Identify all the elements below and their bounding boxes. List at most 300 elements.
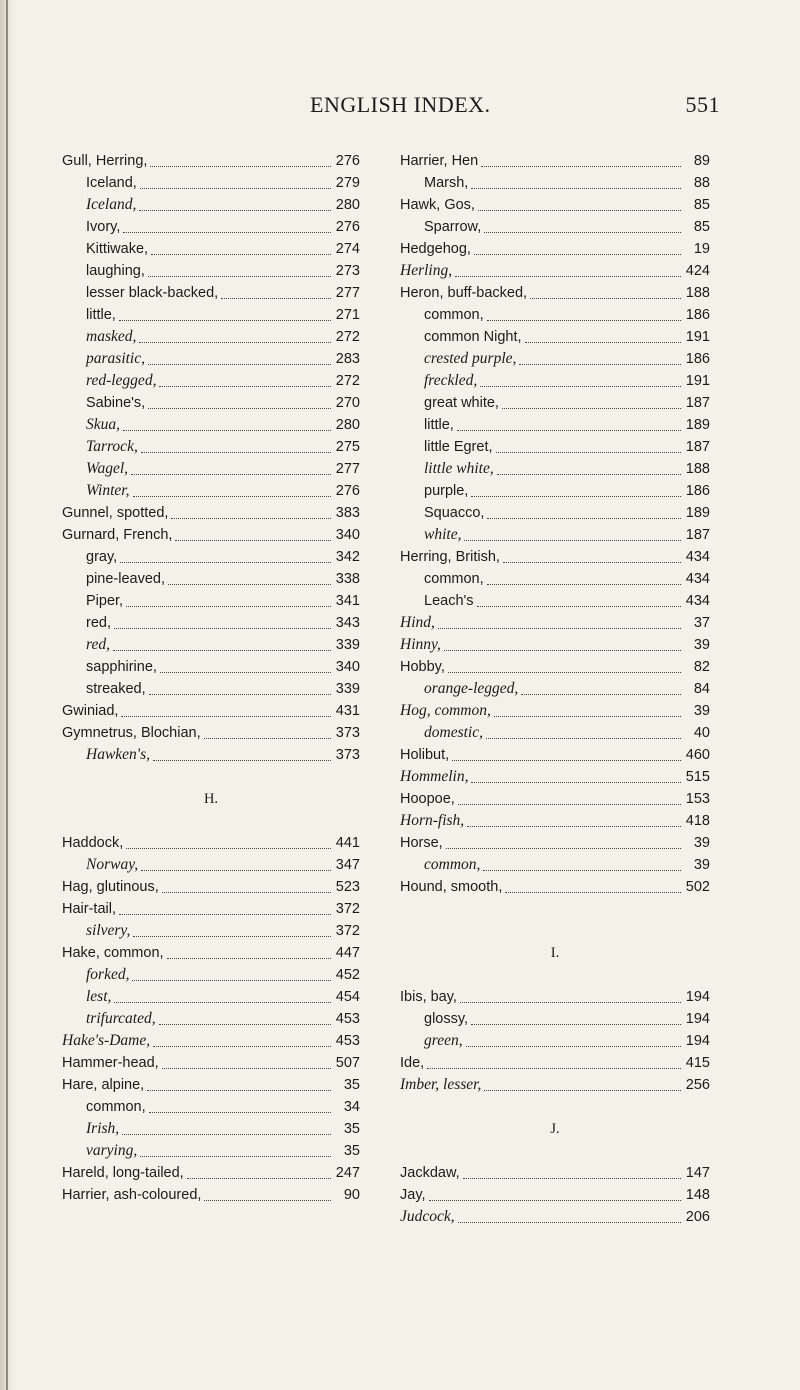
entry-page-number: 270 (335, 395, 360, 411)
index-subentry (62, 348, 360, 370)
entry-page-number: 276 (335, 219, 360, 235)
dot-leader (471, 782, 681, 783)
dot-leader (148, 408, 331, 409)
index-entry (400, 194, 710, 216)
index-entry (400, 788, 710, 810)
entry-page-number: 39 (693, 703, 710, 719)
index-entry (400, 1074, 710, 1096)
dot-leader (159, 1024, 331, 1025)
dot-leader (458, 804, 681, 805)
dot-leader (140, 188, 331, 189)
index-subentry (400, 326, 710, 348)
dot-leader (119, 914, 331, 915)
entry-term: Jay, (400, 1187, 426, 1203)
entry-term: Ibis, bay, (400, 989, 457, 1005)
index-entry (400, 612, 710, 634)
entry-page-number: 85 (693, 219, 710, 235)
blank-line (400, 1140, 710, 1162)
index-subentry (62, 634, 360, 656)
entry-page-number: 339 (335, 681, 360, 697)
dot-leader (471, 1024, 681, 1025)
dot-leader (114, 1002, 331, 1003)
entry-term: gray, (86, 549, 118, 565)
entry-term: purple, (424, 483, 469, 499)
entry-term: common, (86, 1099, 146, 1115)
index-subentry (400, 216, 710, 238)
index-entry (400, 1206, 710, 1228)
entry-term: little, (86, 307, 116, 323)
entry-term: Sparrow, (424, 219, 482, 235)
index-subentry (400, 458, 710, 480)
blank-line (400, 964, 710, 986)
dot-leader (187, 1178, 331, 1179)
index-subentry (62, 458, 360, 480)
entry-page-number: 343 (335, 615, 360, 631)
index-subentry (62, 392, 360, 414)
dot-leader (141, 870, 331, 871)
entry-page-number: 39 (693, 637, 710, 653)
entry-page-number: 247 (335, 1165, 360, 1181)
entry-term: little, (424, 417, 454, 433)
entry-page-number: 342 (335, 549, 360, 565)
index-subentry (62, 986, 360, 1008)
section-letter-heading: I. (550, 945, 560, 961)
index-subentry (62, 590, 360, 612)
dot-leader (204, 738, 331, 739)
index-subentry (400, 370, 710, 392)
dot-leader (487, 320, 681, 321)
entry-term: Hind, (400, 614, 435, 631)
page-number: 551 (685, 92, 720, 117)
dot-leader (444, 650, 681, 651)
index-entry (62, 700, 360, 722)
entry-page-number: 280 (335, 417, 360, 433)
entry-term: Piper, (86, 593, 124, 609)
index-subentry (400, 348, 710, 370)
dot-leader (519, 364, 681, 365)
entry-term: lest, (86, 988, 112, 1005)
dot-leader (503, 562, 681, 563)
entry-term: forked, (86, 966, 130, 983)
dot-leader (483, 870, 681, 871)
entry-page-number: 37 (693, 615, 710, 631)
blank-line (62, 810, 360, 832)
dot-leader (153, 1046, 331, 1047)
entry-page-number: 447 (335, 945, 360, 961)
index-subentry (400, 1008, 710, 1030)
entry-page-number: 271 (335, 307, 360, 323)
entry-term: glossy, (424, 1011, 469, 1027)
entry-page-number: 85 (693, 197, 710, 213)
entry-term: Judcock, (400, 1208, 455, 1225)
entry-term: Gull, Herring, (62, 153, 148, 169)
entry-page-number: 19 (693, 241, 710, 257)
dot-leader (133, 496, 332, 497)
dot-leader (147, 1090, 331, 1091)
dot-leader (464, 540, 681, 541)
index-subentry (62, 1118, 360, 1140)
index-column-right (400, 150, 710, 1228)
entry-term: Irish, (86, 1120, 120, 1137)
entry-page-number: 453 (335, 1011, 360, 1027)
dot-leader (162, 892, 331, 893)
entry-page-number: 280 (335, 197, 360, 213)
index-subentry (62, 260, 360, 282)
entry-term: Horse, (400, 835, 443, 851)
dot-leader (471, 496, 681, 497)
dot-leader (149, 1112, 331, 1113)
entry-page-number: 194 (685, 1033, 710, 1049)
entry-term: masked, (86, 328, 137, 345)
entry-page-number: 40 (693, 725, 710, 741)
index-subentry (62, 612, 360, 634)
entry-term: Tarrock, (86, 438, 138, 455)
entry-term: Hammer-head, (62, 1055, 159, 1071)
entry-page-number: 39 (693, 835, 710, 851)
entry-page-number: 434 (685, 549, 710, 565)
dot-leader (484, 1090, 681, 1091)
entry-term: laughing, (86, 263, 145, 279)
entry-page-number: 340 (335, 527, 360, 543)
index-subentry (62, 744, 360, 766)
entry-page-number: 186 (685, 307, 710, 323)
entry-page-number: 373 (335, 725, 360, 741)
entry-page-number: 434 (685, 593, 710, 609)
index-subentry (62, 194, 360, 216)
entry-page-number: 339 (335, 637, 360, 653)
entry-page-number: 347 (335, 857, 360, 873)
index-subentry (62, 172, 360, 194)
entry-page-number: 452 (335, 967, 360, 983)
dot-leader (448, 672, 681, 673)
entry-page-number: 340 (335, 659, 360, 675)
index-subentry (400, 568, 710, 590)
dot-leader (149, 694, 331, 695)
entry-page-number: 191 (685, 373, 710, 389)
index-entry (62, 1074, 360, 1096)
dot-leader (113, 650, 331, 651)
entry-page-number: 277 (335, 285, 360, 301)
entry-term: Hag, glutinous, (62, 879, 159, 895)
index-entry (400, 150, 710, 172)
index-subentry (62, 216, 360, 238)
index-entry (400, 986, 710, 1008)
entry-term: Wagel, (86, 460, 129, 477)
entry-term: Gwiniad, (62, 703, 119, 719)
entry-page-number: 187 (685, 395, 710, 411)
dot-leader (521, 694, 681, 695)
entry-term: streaked, (86, 681, 146, 697)
section-letter-heading: H. (203, 791, 219, 807)
binding-line (6, 0, 8, 1390)
index-entry (400, 238, 710, 260)
entry-page-number: 147 (685, 1165, 710, 1181)
entry-term: Hog, common, (400, 702, 491, 719)
entry-term: Winter, (86, 482, 130, 499)
entry-page-number: 272 (335, 373, 360, 389)
index-subentry (400, 304, 710, 326)
dot-leader (480, 386, 681, 387)
index-subentry (400, 854, 710, 876)
index-subentry (62, 920, 360, 942)
dot-leader (139, 342, 331, 343)
dot-leader (438, 628, 681, 629)
index-subentry (62, 546, 360, 568)
entry-term: red, (86, 636, 110, 653)
dot-leader (452, 760, 681, 761)
index-entry (400, 260, 710, 282)
blank-line (400, 920, 710, 942)
page-header (60, 92, 720, 122)
entry-term: Gurnard, French, (62, 527, 173, 543)
dot-leader (471, 188, 681, 189)
index-entry (400, 1162, 710, 1184)
entry-page-number: 187 (685, 527, 710, 543)
index-subentry (62, 326, 360, 348)
entry-term: Hawk, Gos, (400, 197, 475, 213)
dot-leader (494, 716, 681, 717)
dot-leader (502, 408, 681, 409)
index-entry (400, 1052, 710, 1074)
entry-term: pine-leaved, (86, 571, 165, 587)
entry-term: Hommelin, (400, 768, 469, 785)
entry-page-number: 507 (335, 1055, 360, 1071)
section-letter-heading: J. (550, 1121, 560, 1137)
dot-leader (126, 848, 331, 849)
entry-page-number: 277 (335, 461, 360, 477)
dot-leader (141, 452, 331, 453)
index-subentry (400, 590, 710, 612)
dot-leader (486, 738, 681, 739)
index-entry (400, 634, 710, 656)
entry-term: Norway, (86, 856, 139, 873)
entry-page-number: 194 (685, 989, 710, 1005)
index-entry (62, 942, 360, 964)
entry-page-number: 338 (335, 571, 360, 587)
entry-page-number: 453 (335, 1033, 360, 1049)
dot-leader (131, 474, 331, 475)
index-subentry (62, 568, 360, 590)
dot-leader (140, 1156, 331, 1157)
entry-term: white, (424, 526, 462, 543)
entry-term: Leach's (424, 593, 474, 609)
index-entry (62, 1184, 360, 1206)
entry-term: sapphirine, (86, 659, 157, 675)
index-entry (62, 150, 360, 172)
entry-term: Hawken's, (86, 746, 151, 763)
entry-term: Heron, buff-backed, (400, 285, 528, 301)
entry-page-number: 153 (685, 791, 710, 807)
entry-page-number: 39 (693, 857, 710, 873)
entry-page-number: 84 (693, 681, 710, 697)
index-entry (400, 700, 710, 722)
entry-page-number: 418 (685, 813, 710, 829)
dot-leader (121, 716, 331, 717)
index-subentry (400, 392, 710, 414)
dot-leader (505, 892, 681, 893)
dot-leader (132, 980, 331, 981)
index-entry (62, 1162, 360, 1184)
dot-leader (151, 254, 331, 255)
entry-page-number: 186 (685, 483, 710, 499)
dot-leader (478, 210, 681, 211)
index-subentry (62, 656, 360, 678)
index-entry (62, 1030, 360, 1052)
entry-term: Hound, smooth, (400, 879, 503, 895)
entry-page-number: 424 (685, 263, 710, 279)
entry-term: crested purple, (424, 350, 517, 367)
entry-term: green, (424, 1032, 463, 1049)
blank-line (400, 898, 710, 920)
entry-page-number: 276 (335, 483, 360, 499)
entry-page-number: 515 (685, 769, 710, 785)
index-entry (400, 766, 710, 788)
index-entry (400, 282, 710, 304)
dot-leader (123, 232, 331, 233)
entry-page-number: 383 (335, 505, 360, 521)
entry-term: Jackdaw, (400, 1165, 460, 1181)
dot-leader (159, 386, 331, 387)
index-subentry (62, 480, 360, 502)
entry-page-number: 283 (335, 351, 360, 367)
entry-page-number: 148 (685, 1187, 710, 1203)
index-subentry (62, 854, 360, 876)
entry-term: Gymnetrus, Blochian, (62, 725, 201, 741)
entry-term: red-legged, (86, 372, 157, 389)
index-entry (62, 1052, 360, 1074)
entry-term: Hair-tail, (62, 901, 116, 917)
entry-term: Hinny, (400, 636, 441, 653)
entry-term: Harrier, Hen (400, 153, 479, 169)
entry-term: lesser black-backed, (86, 285, 219, 301)
dot-leader (481, 166, 681, 167)
index-entry (62, 722, 360, 744)
entry-term: Herling, (400, 262, 453, 279)
dot-leader (204, 1200, 331, 1201)
index-subentry (62, 436, 360, 458)
dot-leader (477, 606, 681, 607)
index-subentry (400, 172, 710, 194)
entry-page-number: 441 (335, 835, 360, 851)
entry-term: Herring, British, (400, 549, 500, 565)
entry-term: Ivory, (86, 219, 121, 235)
dot-leader (446, 848, 681, 849)
dot-leader (122, 1134, 331, 1135)
index-subentry (62, 370, 360, 392)
entry-page-number: 373 (335, 747, 360, 763)
entry-term: Kittiwake, (86, 241, 149, 257)
entry-term: Hareld, long-tailed, (62, 1165, 184, 1181)
entry-term: Iceland, (86, 196, 137, 213)
entry-page-number: 276 (335, 153, 360, 169)
index-subentry (62, 282, 360, 304)
index-subentry (62, 304, 360, 326)
entry-term: silvery, (86, 922, 131, 939)
index-subentry (62, 964, 360, 986)
index-entry (62, 502, 360, 524)
dot-leader (123, 430, 331, 431)
index-entry (400, 876, 710, 898)
entry-term: Harrier, ash-coloured, (62, 1187, 202, 1203)
entry-term: Imber, lesser, (400, 1076, 482, 1093)
dot-leader (148, 364, 331, 365)
entry-term: red, (86, 615, 111, 631)
dot-leader (175, 540, 331, 541)
dot-leader (466, 1046, 681, 1047)
dot-leader (120, 562, 331, 563)
index-subentry (62, 414, 360, 436)
dot-leader (429, 1200, 681, 1201)
entry-term: Haddock, (62, 835, 124, 851)
entry-page-number: 341 (335, 593, 360, 609)
index-subentry (400, 480, 710, 502)
entry-term: domestic, (424, 724, 483, 741)
dot-leader (467, 826, 681, 827)
index-entry (400, 1184, 710, 1206)
index-entry (62, 898, 360, 920)
entry-term: little white, (424, 460, 494, 477)
entry-page-number: 188 (685, 461, 710, 477)
dot-leader (119, 320, 331, 321)
dot-leader (148, 276, 331, 277)
entry-term: parasitic, (86, 350, 145, 367)
dot-leader (497, 474, 681, 475)
index-subentry (62, 1008, 360, 1030)
dot-leader (427, 1068, 681, 1069)
entry-page-number: 372 (335, 901, 360, 917)
entry-term: Holibut, (400, 747, 450, 763)
blank-line (400, 1096, 710, 1118)
entry-page-number: 90 (343, 1187, 360, 1203)
entry-page-number: 256 (685, 1077, 710, 1093)
entry-page-number: 34 (343, 1099, 360, 1115)
entry-term: Hake, common, (62, 945, 164, 961)
index-entry (400, 744, 710, 766)
dot-leader (171, 518, 331, 519)
entry-term: common, (424, 571, 484, 587)
entry-term: Skua, (86, 416, 121, 433)
entry-page-number: 523 (335, 879, 360, 895)
index-subentry (400, 678, 710, 700)
dot-leader (139, 210, 331, 211)
entry-term: Iceland, (86, 175, 137, 191)
index-subentry (62, 1140, 360, 1162)
entry-term: varying, (86, 1142, 138, 1159)
dot-leader (460, 1002, 681, 1003)
entry-page-number: 35 (343, 1143, 360, 1159)
entry-page-number: 454 (335, 989, 360, 1005)
dot-leader (133, 936, 331, 937)
index-entry (400, 546, 710, 568)
entry-page-number: 502 (685, 879, 710, 895)
entry-page-number: 273 (335, 263, 360, 279)
dot-leader (474, 254, 681, 255)
entry-page-number: 187 (685, 439, 710, 455)
index-subentry (62, 238, 360, 260)
entry-page-number: 431 (335, 703, 360, 719)
blank-line (62, 766, 360, 788)
entry-term: freckled, (424, 372, 478, 389)
entry-page-number: 434 (685, 571, 710, 587)
index-column-left (62, 150, 360, 1206)
entry-page-number: 35 (343, 1077, 360, 1093)
dot-leader (150, 166, 331, 167)
entry-page-number: 460 (685, 747, 710, 763)
entry-page-number: 35 (343, 1121, 360, 1137)
entry-page-number: 372 (335, 923, 360, 939)
entry-term: Marsh, (424, 175, 469, 191)
index-subentry (400, 1030, 710, 1052)
